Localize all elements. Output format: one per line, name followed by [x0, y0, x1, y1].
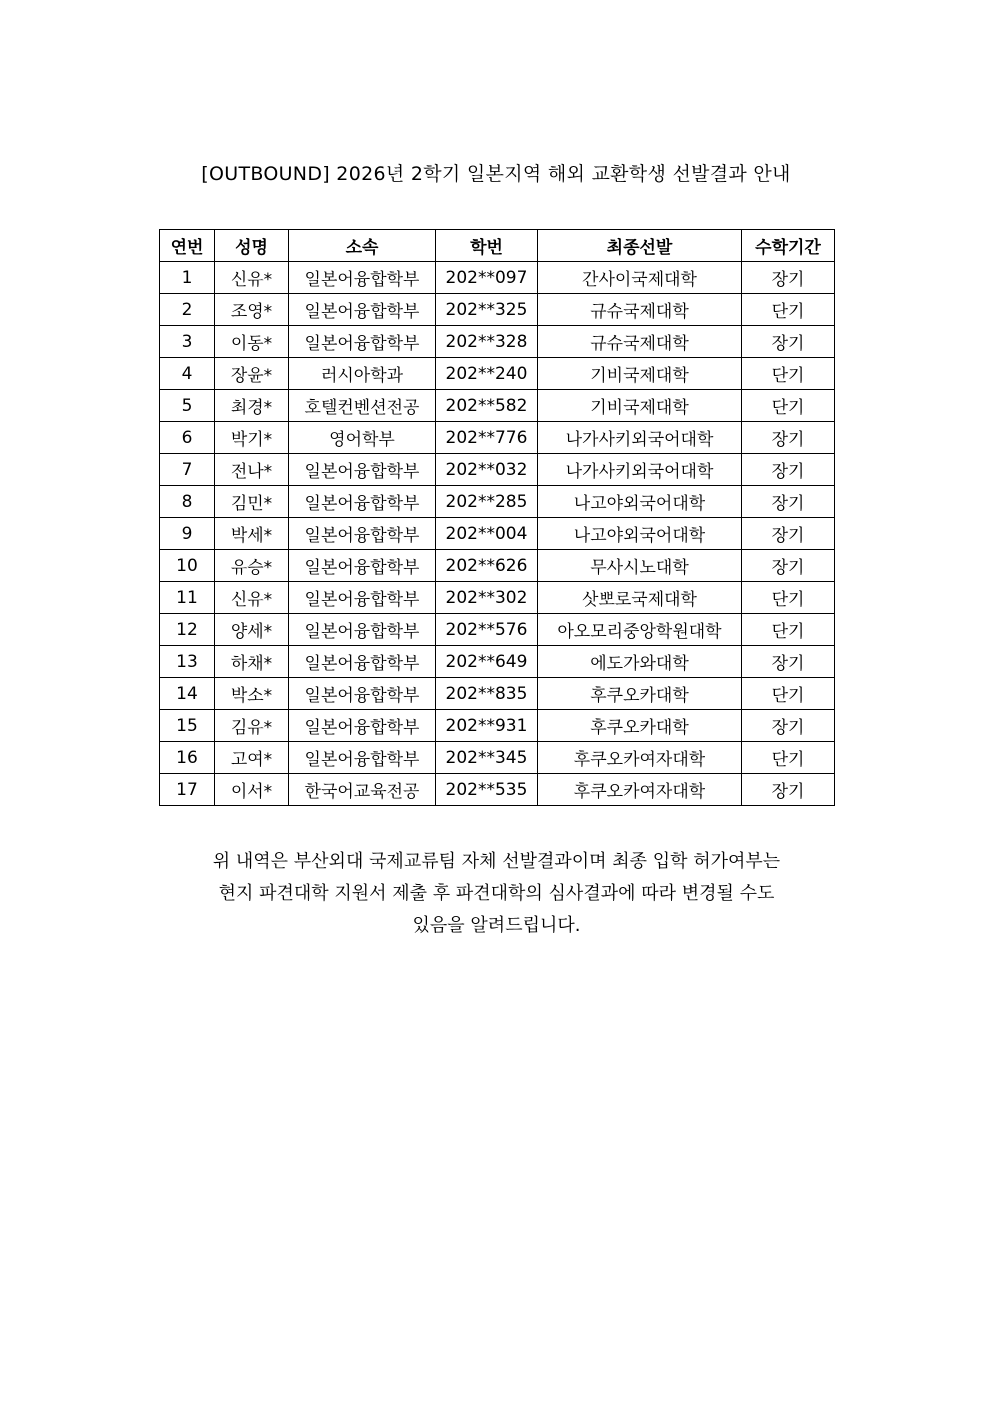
header-department: 소속 [289, 230, 436, 262]
cell-student-id: 202**004 [436, 518, 538, 550]
header-study-period: 수학기간 [742, 230, 835, 262]
cell-number: 10 [160, 550, 215, 582]
cell-study-period: 장기 [742, 422, 835, 454]
cell-final-selection: 후쿠오카여자대학 [538, 742, 742, 774]
cell-final-selection: 후쿠오카대학 [538, 678, 742, 710]
table-row [160, 742, 835, 774]
table-row [160, 454, 835, 486]
cell-number: 5 [160, 390, 215, 422]
cell-student-id: 202**097 [436, 262, 538, 294]
header-number: 연번 [160, 230, 215, 262]
cell-student-id: 202**302 [436, 582, 538, 614]
cell-final-selection: 무사시노대학 [538, 550, 742, 582]
table-row [160, 390, 835, 422]
cell-study-period: 장기 [742, 454, 835, 486]
table-row [160, 678, 835, 710]
cell-study-period: 장기 [742, 646, 835, 678]
cell-number: 16 [160, 742, 215, 774]
cell-final-selection: 기비국제대학 [538, 358, 742, 390]
cell-name: 김유* [215, 710, 289, 742]
selection-results-table [159, 229, 835, 806]
cell-student-id: 202**649 [436, 646, 538, 678]
cell-number: 8 [160, 486, 215, 518]
cell-study-period: 장기 [742, 710, 835, 742]
cell-study-period: 장기 [742, 550, 835, 582]
cell-study-period: 단기 [742, 582, 835, 614]
cell-final-selection: 삿뽀로국제대학 [538, 582, 742, 614]
table-row [160, 294, 835, 326]
cell-student-id: 202**582 [436, 390, 538, 422]
cell-name: 김민* [215, 486, 289, 518]
cell-study-period: 단기 [742, 678, 835, 710]
cell-department: 일본어융합학부 [289, 678, 436, 710]
cell-number: 6 [160, 422, 215, 454]
cell-student-id: 202**032 [436, 454, 538, 486]
notice-line: 위 내역은 부산외대 국제교류팀 자체 선발결과이며 최종 입학 허가여부는 [212, 851, 781, 872]
cell-study-period: 단기 [742, 742, 835, 774]
cell-student-id: 202**535 [436, 774, 538, 806]
cell-name: 조영* [215, 294, 289, 326]
cell-name: 장윤* [215, 358, 289, 390]
cell-number: 7 [160, 454, 215, 486]
table-header-row [160, 230, 835, 262]
table-row [160, 262, 835, 294]
cell-number: 14 [160, 678, 215, 710]
cell-department: 일본어융합학부 [289, 582, 436, 614]
cell-final-selection: 후쿠오카대학 [538, 710, 742, 742]
cell-final-selection: 후쿠오카여자대학 [538, 774, 742, 806]
cell-name: 박기* [215, 422, 289, 454]
table-row [160, 326, 835, 358]
cell-study-period: 단기 [742, 294, 835, 326]
cell-final-selection: 간사이국제대학 [538, 262, 742, 294]
cell-number: 11 [160, 582, 215, 614]
cell-department: 일본어융합학부 [289, 326, 436, 358]
cell-department: 일본어융합학부 [289, 294, 436, 326]
cell-number: 1 [160, 262, 215, 294]
table-row [160, 518, 835, 550]
notice-line: 있음을 알려드립니다. [412, 915, 581, 936]
cell-student-id: 202**240 [436, 358, 538, 390]
cell-final-selection: 나가사키외국어대학 [538, 454, 742, 486]
table-row [160, 614, 835, 646]
cell-student-id: 202**285 [436, 486, 538, 518]
cell-department: 영어학부 [289, 422, 436, 454]
header-name: 성명 [215, 230, 289, 262]
cell-student-id: 202**325 [436, 294, 538, 326]
cell-name: 박세* [215, 518, 289, 550]
cell-name: 유승* [215, 550, 289, 582]
cell-name: 최경* [215, 390, 289, 422]
cell-department: 한국어교육전공 [289, 774, 436, 806]
cell-student-id: 202**345 [436, 742, 538, 774]
cell-study-period: 단기 [742, 614, 835, 646]
notice-line: 현지 파견대학 지원서 제출 후 파견대학의 심사결과에 따라 변경될 수도 [218, 883, 775, 904]
cell-student-id: 202**328 [436, 326, 538, 358]
cell-name: 박소* [215, 678, 289, 710]
cell-department: 일본어융합학부 [289, 710, 436, 742]
cell-final-selection: 아오모리중앙학원대학 [538, 614, 742, 646]
cell-student-id: 202**776 [436, 422, 538, 454]
cell-name: 전나* [215, 454, 289, 486]
cell-final-selection: 나고야외국어대학 [538, 486, 742, 518]
cell-department: 일본어융합학부 [289, 486, 436, 518]
cell-number: 15 [160, 710, 215, 742]
cell-student-id: 202**835 [436, 678, 538, 710]
cell-name: 고여* [215, 742, 289, 774]
cell-department: 일본어융합학부 [289, 614, 436, 646]
cell-name: 신유* [215, 262, 289, 294]
cell-name: 신유* [215, 582, 289, 614]
table-row [160, 358, 835, 390]
cell-name: 양세* [215, 614, 289, 646]
cell-number: 17 [160, 774, 215, 806]
cell-study-period: 장기 [742, 518, 835, 550]
cell-number: 9 [160, 518, 215, 550]
cell-department: 일본어융합학부 [289, 550, 436, 582]
cell-number: 12 [160, 614, 215, 646]
notice-text [159, 846, 834, 942]
cell-name: 이서* [215, 774, 289, 806]
cell-department: 호텔컨벤션전공 [289, 390, 436, 422]
cell-number: 3 [160, 326, 215, 358]
cell-study-period: 장기 [742, 774, 835, 806]
cell-study-period: 장기 [742, 326, 835, 358]
table-row [160, 550, 835, 582]
cell-number: 2 [160, 294, 215, 326]
table-row [160, 710, 835, 742]
cell-final-selection: 기비국제대학 [538, 390, 742, 422]
cell-department: 일본어융합학부 [289, 518, 436, 550]
cell-final-selection: 나가사키외국어대학 [538, 422, 742, 454]
cell-department: 일본어융합학부 [289, 454, 436, 486]
cell-department: 일본어융합학부 [289, 742, 436, 774]
cell-final-selection: 에도가와대학 [538, 646, 742, 678]
cell-department: 러시아학과 [289, 358, 436, 390]
cell-name: 하채* [215, 646, 289, 678]
table-row [160, 422, 835, 454]
cell-final-selection: 나고야외국어대학 [538, 518, 742, 550]
cell-study-period: 장기 [742, 262, 835, 294]
cell-study-period: 단기 [742, 390, 835, 422]
cell-name: 이동* [215, 326, 289, 358]
table-body [160, 262, 835, 806]
cell-department: 일본어융합학부 [289, 646, 436, 678]
cell-department: 일본어융합학부 [289, 262, 436, 294]
page-title: [OUTBOUND] 2026년 2학기 일본지역 해외 교환학생 선발결과 안내 [201, 163, 791, 185]
cell-study-period: 장기 [742, 486, 835, 518]
cell-number: 13 [160, 646, 215, 678]
table-row [160, 646, 835, 678]
cell-number: 4 [160, 358, 215, 390]
cell-final-selection: 규슈국제대학 [538, 326, 742, 358]
header-final-selection: 최종선발 [538, 230, 742, 262]
cell-study-period: 단기 [742, 358, 835, 390]
header-student-id: 학번 [436, 230, 538, 262]
cell-student-id: 202**576 [436, 614, 538, 646]
cell-final-selection: 규슈국제대학 [538, 294, 742, 326]
table-row [160, 486, 835, 518]
cell-student-id: 202**626 [436, 550, 538, 582]
table-row [160, 774, 835, 806]
table-row [160, 582, 835, 614]
cell-student-id: 202**931 [436, 710, 538, 742]
